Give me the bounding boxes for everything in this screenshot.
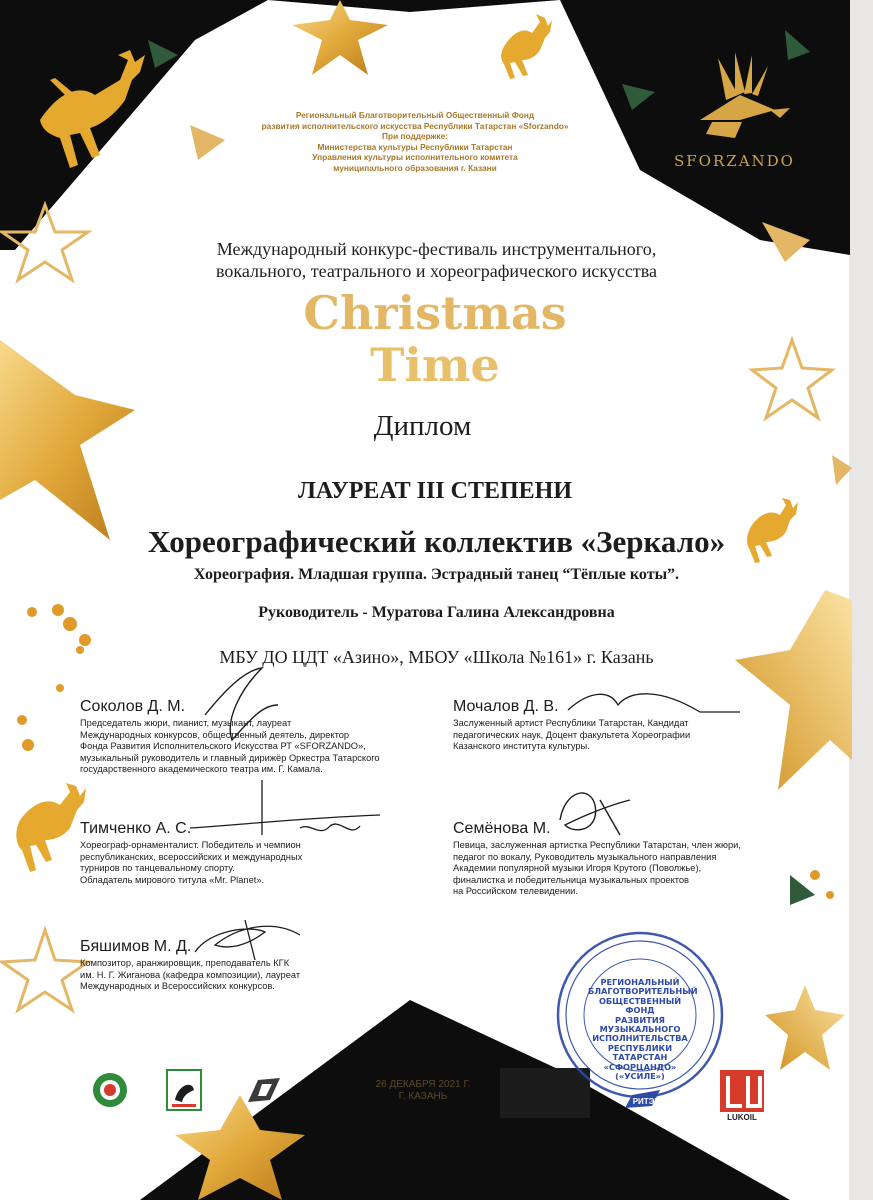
jury-line: Председатель жюри, пианист, музыкант, лауреат <box>80 718 292 728</box>
stamp-line: РЕСПУБЛИКИ ТАТАРСТАН <box>607 1042 673 1063</box>
collective-name: Хореографический коллектив «Зеркало» <box>147 524 726 559</box>
sponsor-lukoil-label: LUKOIL <box>727 1113 757 1122</box>
contest-description <box>130 238 743 282</box>
gold-star-bottom-right <box>765 985 845 1070</box>
green-triangle-4 <box>790 875 815 905</box>
dark-piano-shape <box>500 1068 590 1118</box>
brand-name: SFORZANDO <box>674 152 795 170</box>
award-degree: ЛАУРЕАТ III СТЕПЕНИ <box>298 478 572 504</box>
organizer-line: Управления культуры исполнительного комитета <box>312 152 518 163</box>
jury-line: педагогических наук, Доцент факультета Хореографии <box>453 729 691 740</box>
jury-name-byashimov: Бяшимов М. Д. <box>80 938 192 955</box>
gold-triangle-3 <box>832 455 852 485</box>
signature-byashimov <box>195 920 300 960</box>
jury-description-sokolov <box>80 718 380 776</box>
jury-line: Международных конкурсов, общественный деятель, директор <box>80 729 350 740</box>
signature-semenova <box>560 793 630 835</box>
jury-line: Хореограф-орнаменталист. Победитель и чемпион <box>80 840 301 850</box>
leader-name: Руководитель - Муратова Галина Александровна <box>258 604 615 621</box>
jury-name-sokolov: Соколов Д. М. <box>80 698 186 715</box>
stamp-line: ОБЩЕСТВЕННЫЙ ФОНД <box>598 995 682 1016</box>
lukoil-logo-icon <box>720 1070 764 1112</box>
organizer-line: муниципального образования г. Казани <box>333 162 497 173</box>
stamp-line: БЛАГОТВОРИТЕЛЬНЫЙ <box>588 986 698 997</box>
jury-description-timchenko <box>80 840 302 886</box>
gold-star-right-large <box>735 590 852 790</box>
jury-line: Казанского института культуры. <box>453 741 590 752</box>
diploma-title: Диплом <box>373 410 472 442</box>
stamp-line: («УСИЛЕ») <box>615 1071 665 1082</box>
stamp-line: ИСПОЛНИТЕЛЬСТВА <box>592 1033 688 1044</box>
contest-line-1: Международный конкурс-фестиваль инструментального, <box>216 239 657 259</box>
signature-mochalov <box>568 694 740 712</box>
organizer-line: Министерства культуры Республики Татарстан <box>317 141 513 152</box>
organizer-line: развития исполнительского искусства Республики Татарстан «Sforzando» <box>261 120 569 131</box>
stamp-text <box>588 977 698 1082</box>
stamp-line: РАЗВИТИЯ МУЗЫКАЛЬНОГО <box>599 1014 681 1035</box>
gold-star-outline-bottomleft <box>2 930 88 1010</box>
jury-line: им. Н. Г. Жиганова (кафедра композиции), лауреат <box>80 969 301 980</box>
jury-description-semenova <box>453 840 741 898</box>
jury-line: Академии популярной музыки Игоря Крутого (Поволжье), <box>453 863 702 874</box>
jury-line: на Российском телевидении. <box>453 886 578 897</box>
gold-star-left-large <box>0 340 135 540</box>
event-date: 26 ДЕКАБРЯ 2021 Г. <box>375 1079 471 1090</box>
jury-line: государственного академического театра им. Г. Камала. <box>80 764 323 775</box>
signature-timchenko <box>190 780 380 835</box>
jury-line: Фонда Развития Исполнительского Искусства РТ «SFORZANDO», <box>80 741 366 752</box>
sponsor-ritek-label: РИТЭК <box>632 1097 660 1106</box>
tatarstan-emblem-icon <box>93 1073 127 1107</box>
deer-icon-left <box>16 783 86 872</box>
stamp-line: РЕГИОНАЛЬНЫЙ <box>600 977 680 987</box>
jury-description-mochalov <box>453 718 690 753</box>
organizer-header <box>195 110 635 174</box>
jury-line: Заслуженный артист Республики Татарстан, Кандидат <box>453 718 689 728</box>
event-date-place <box>348 1079 498 1103</box>
organizer-line: Региональный Благотворительный Общественный Фонд <box>295 110 535 120</box>
jury-name-mochalov: Мочалов Д. В. <box>453 698 559 715</box>
kazan-coat-of-arms-icon <box>167 1070 201 1110</box>
jury-line: Певица, заслуженная артистка Республики Татарстан, член жюри, <box>453 840 741 850</box>
contest-title-time: Time <box>370 338 500 392</box>
jury-name-timchenko: Тимченко А. С. <box>80 820 192 837</box>
organization-name: МБУ ДО ЦДТ «Азино», МБОУ «Школа №161» г. Казань <box>219 647 654 667</box>
jury-line: Обладатель мирового титула «Mr. Planet». <box>80 874 265 885</box>
jury-line: турниров по танцевальному спорту. <box>80 863 235 874</box>
event-city: Г. КАЗАНЬ <box>398 1091 448 1102</box>
jury-name-semenova: Семёнова М. <box>453 820 551 837</box>
organizer-line: При поддержке: <box>382 131 448 142</box>
black-top-center-triangle <box>268 0 560 12</box>
gold-star-outline-right <box>752 340 832 418</box>
deer-icon-top-center <box>501 14 552 79</box>
performance-category: Хореография. Младшая группа. Эстрадный танец “Тёплые коты”. <box>193 566 680 583</box>
jury-line: республиканских, всероссийских и международных <box>80 851 303 862</box>
jury-line: Международных и Всероссийских конкурсов. <box>80 981 275 992</box>
jury-line: финалистка и победительница музыкальных проектов <box>453 874 689 885</box>
stamp-line: «СФОРЦАНДО» <box>603 1061 677 1072</box>
jury-line: Композитор, аранжировщик, преподаватель КГК <box>80 958 290 968</box>
ministry-logo-icon <box>248 1078 280 1102</box>
jury-line: музыкальный руководитель и главный дирижёр Оркестра Татарского <box>80 752 380 763</box>
contest-title-christmas: Christmas <box>303 286 567 340</box>
contest-line-2: вокального, театрального и хореографического искусства <box>216 261 657 281</box>
gold-star-top-center <box>292 0 388 75</box>
jury-line: педагог по вокалу, Руководитель музыкального направления <box>453 851 717 862</box>
jury-description-byashimov <box>80 958 300 993</box>
